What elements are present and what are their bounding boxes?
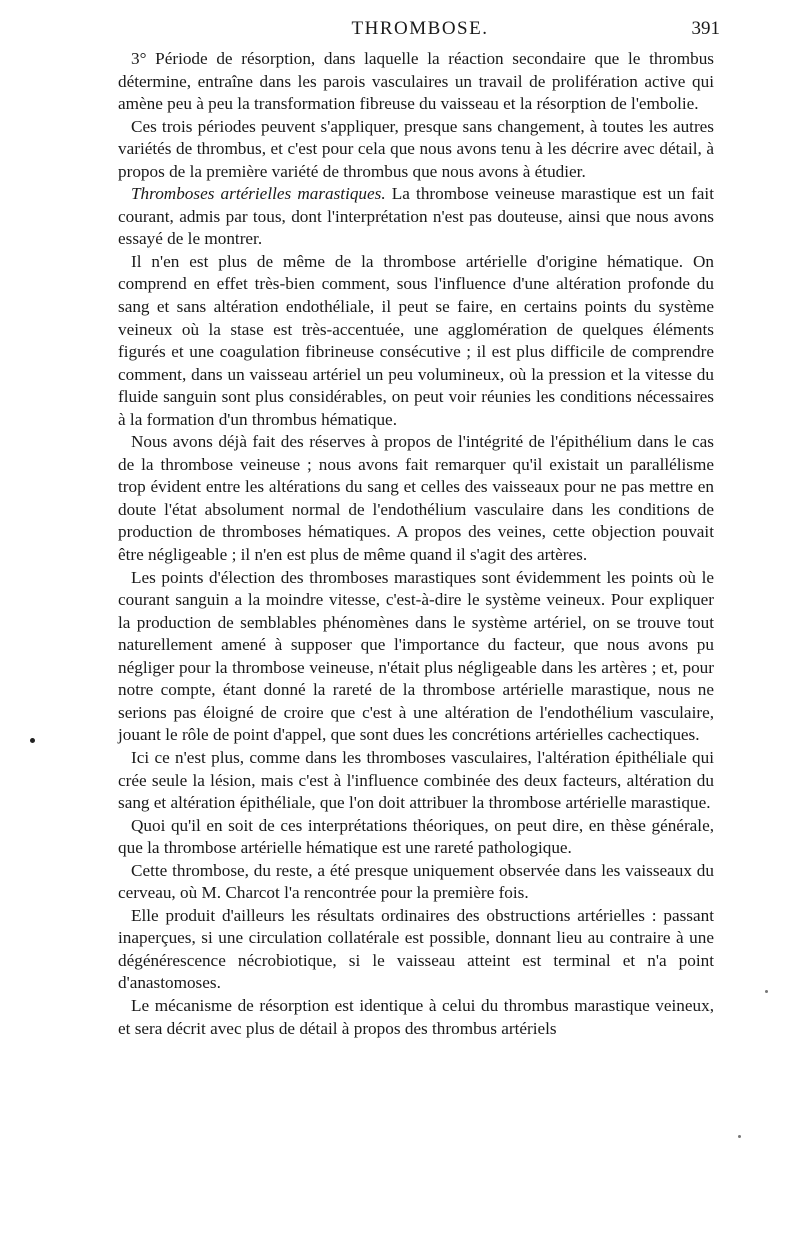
- paragraph: Nous avons déjà fait des réserves à propos de l'intégrité de l'épithélium dans le cas de la thrombose veineuse ; nous avons fait remarquer qu'il existait un parallélisme trop évident entre les altérations du sang et celles des vaisseaux pour ne pas mettre en doute l'état absolument normal de l'endothélium vasculaire dans les conditions de production de thromboses hématiques. A propos des veines, cette objection pouvait être négligeable ; il n'en est plus de même quand il s'agit des artères.: [118, 432, 714, 565]
- margin-ink-speck: [738, 1135, 741, 1138]
- running-title: THROMBOSE.: [351, 18, 489, 39]
- paragraph-text: La thrombose veineuse marastique est un fait courant, admis par tous, dont l'interprétation n'est pas douteuse, ainsi que nous avons essayé de le montrer.: [118, 184, 714, 249]
- paragraph: Cette thrombose, du reste, a été presque uniquement observée dans les vaisseaux du cerveau, où M. Charcot l'a rencontrée pour la première fois.: [118, 860, 714, 903]
- paragraph: 3° Période de résorption, dans laquelle la réaction secondaire que le thrombus détermine, entraîne dans les parois vasculaires un travail de prolifération active qui amène peu à peu la transformation fibreuse du vaisseau et la résorption de l'embolie.: [118, 49, 714, 114]
- paragraph: Ici ce n'est plus, comme dans les thromboses vasculaires, l'altération épithéliale qui crée seule la lésion, mais c'est à l'influence combinée des deux facteurs, altération du sang et altération épithéliale, que l'on doit attribuer la thrombose artérielle marastique.: [118, 747, 714, 813]
- paragraph: [118, 183, 714, 251]
- paragraph: Le mécanisme de résorption est identique à celui du thrombus marastique veineux, et sera décrit avec plus de détail à propos des thrombus artériels: [118, 995, 714, 1038]
- paragraph: Elle produit d'ailleurs les résultats ordinaires des obstructions artérielles : passant inaperçues, si une circulation collatérale est possible, donnant lieu au contraire à une dégénérescence nécrobiotique, si le vaisseau atteint est terminal et n'a point d'anastomoses.: [118, 905, 714, 993]
- margin-ink-mark: [30, 738, 35, 743]
- paragraph: Les points d'élection des thromboses marastiques sont évidemment les points où le courant sanguin a la moindre vitesse, c'est-à-dire le système veineux. Pour expliquer la production de semblables phénomènes dans le système artériel, on se trouve tout naturellement amené à supposer que l'importance du facteur, que nous avons pu négliger pour la thrombose veineuse, n'était plus négligeable dans les artères ; et, pour notre compte, étant donné la rareté de la thrombose artérielle marastique, nous ne serions pas éloigné de croire que c'est à une altération de l'endothélium vasculaire, jouant le rôle de point d'appel, que sont dues les concrétions artérielles cachectiques.: [118, 567, 714, 745]
- running-header: [120, 18, 720, 44]
- section-heading: Thromboses artérielles marastiques.: [131, 184, 386, 204]
- paragraph: Il n'en est plus de même de la thrombose artérielle d'origine hématique. On comprend en effet très-bien comment, sous l'influence d'une altération profonde du sang et sans altération endothéliale, il peut se faire, en certains points du système veineux où la stase est très-accentuée, une agglomération de quelques éléments figurés et une coagulation fibrineuse consécutive ; il est plus difficile de comprendre comment, dans un vaisseau artériel un peu volumineux, où la pression et la vitesse du fluide sanguin sont plus considérables, on peut voir réunies les conditions nécessaires à la formation d'un thrombus hématique.: [118, 251, 714, 429]
- page-number: 391: [691, 18, 720, 39]
- margin-ink-speck: [765, 990, 768, 993]
- paragraph: Ces trois périodes peuvent s'appliquer, presque sans changement, à toutes les autres variétés de thrombus, et c'est pour cela que nous avons tenu à les décrire avec détail, à propos de la première variété de thrombus que nous avons à étudier.: [118, 116, 714, 181]
- body-text: [118, 48, 714, 1040]
- paragraph: Quoi qu'il en soit de ces interprétations théoriques, on peut dire, en thèse générale, que la thrombose artérielle hématique est une rareté pathologique.: [118, 815, 714, 858]
